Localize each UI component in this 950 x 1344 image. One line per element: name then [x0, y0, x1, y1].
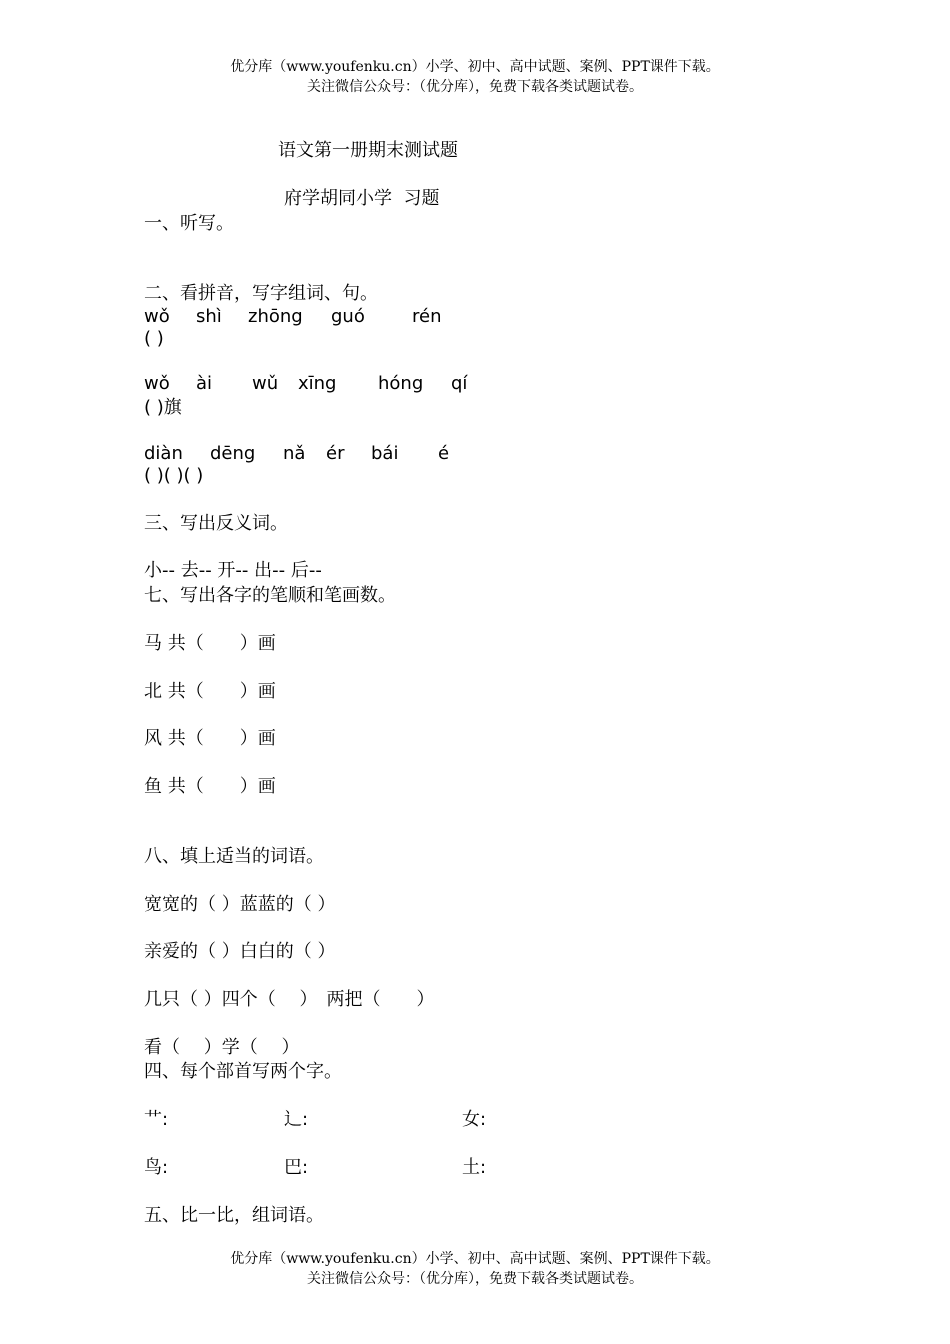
document-subtitle: 府学胡同小学 习题	[284, 188, 440, 209]
section-7-heading: 七、写出各字的笔顺和笔画数。	[144, 585, 396, 606]
header-line-1: 优分库（www.youfenku.cn）小学、初中、高中试题、案例、PPT课件下载。	[230, 59, 720, 75]
radical-row-2	[0, 1157, 950, 1245]
page-footer	[0, 1249, 950, 1289]
radical-item: 鸟:	[144, 1157, 169, 1178]
radical-item: 女:	[462, 1109, 487, 1130]
fill-word-row: 看（ ）学（ ）	[144, 1037, 300, 1058]
pinyin-line-3	[0, 443, 950, 597]
pinyin-syllable: wǒ	[144, 306, 170, 327]
pinyin-syllable: hóng	[378, 373, 424, 394]
section-2-heading: 二、看拼音，写字组词、句。	[144, 283, 378, 304]
pinyin-syllable: dēng	[210, 443, 256, 464]
radical-item: 土:	[462, 1157, 487, 1178]
pinyin-syllable: shì	[196, 306, 222, 327]
pinyin-syllable: é	[438, 443, 450, 464]
answer-line-2: ( )旗	[144, 397, 182, 418]
section-1-heading: 一、听写。	[144, 213, 234, 234]
radical-item: 巴:	[284, 1157, 309, 1178]
antonym-line: 小-- 去-- 开-- 出-- 后--	[144, 560, 322, 581]
pinyin-syllable: zhōng	[248, 306, 303, 327]
footer-line-1: 优分库（www.youfenku.cn）小学、初中、高中试题、案例、PPT课件下载。	[230, 1251, 720, 1267]
stroke-row: 马 共（ ）画	[144, 633, 276, 654]
section-5-heading: 五、比一比，组词语。	[144, 1205, 324, 1226]
answer-line-3: ( )( )( )	[144, 465, 204, 486]
pinyin-syllable: rén	[412, 306, 442, 327]
radical-item: 辶:	[284, 1109, 309, 1130]
page-header	[0, 57, 950, 97]
pinyin-syllable: guó	[331, 306, 365, 327]
section-3-heading: 三、写出反义词。	[144, 513, 288, 534]
pinyin-syllable: ài	[196, 373, 213, 394]
stroke-row: 风 共（ ）画	[144, 728, 276, 749]
pinyin-syllable: nǎ	[283, 443, 306, 464]
fill-word-row: 亲爱的（ ）白白的（ ）	[144, 941, 336, 962]
pinyin-syllable: wǔ	[252, 373, 279, 394]
section-4-heading: 四、每个部首写两个字。	[144, 1061, 342, 1082]
radical-item: 艹:	[144, 1109, 169, 1130]
stroke-row: 鱼 共（ ）画	[144, 776, 276, 797]
pinyin-syllable: qí	[451, 373, 468, 394]
answer-line-1: ( )	[144, 328, 164, 349]
section-8-heading: 八、填上适当的词语。	[144, 846, 324, 867]
fill-word-row: 宽宽的（ ）蓝蓝的（ ）	[144, 894, 336, 915]
header-line-2: 关注微信公众号：（优分库），免费下载各类试题试卷。	[307, 79, 643, 95]
footer-line-2: 关注微信公众号：（优分库），免费下载各类试题试卷。	[307, 1271, 643, 1287]
fill-word-row: 几只（ ）四个（ ） 两把（ ）	[144, 989, 435, 1010]
stroke-row: 北 共（ ）画	[144, 681, 276, 702]
pinyin-syllable: xīng	[298, 373, 337, 394]
pinyin-syllable: ér	[326, 443, 345, 464]
pinyin-syllable: bái	[371, 443, 399, 464]
document-title: 语文第一册期末测试题	[278, 140, 458, 161]
pinyin-syllable: wǒ	[144, 373, 170, 394]
pinyin-syllable: diàn	[144, 443, 183, 464]
